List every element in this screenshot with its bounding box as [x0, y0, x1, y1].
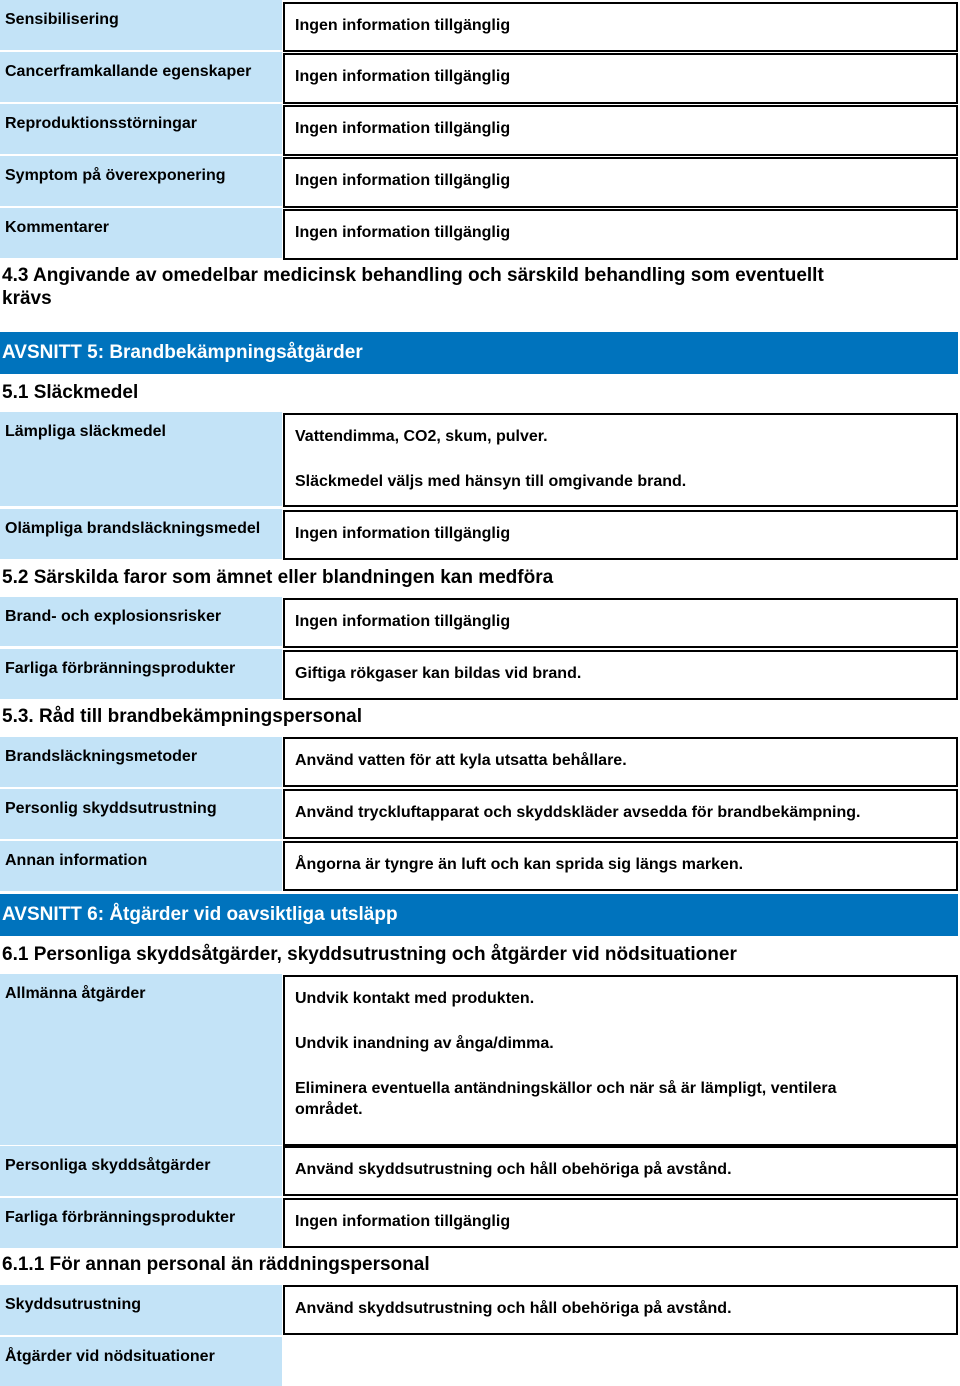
- row-label-annan-info: Annan information: [0, 841, 282, 891]
- row-value-farliga-2: Ingen information tillgänglig: [283, 1198, 958, 1248]
- row-label-brand-explosion: Brand- och explosionsrisker: [0, 597, 282, 646]
- row-value-skyddsutrustning: Använd skyddsutrustning och håll obehöriga på avstånd.: [283, 1285, 958, 1335]
- row-label-cancer: Cancerframkallande egenskaper: [0, 52, 282, 102]
- subheading-5-1: 5.1 Släckmedel: [2, 382, 139, 403]
- row-value-cancer: Ingen information tillgänglig: [283, 53, 958, 104]
- row-label-personlig-skydd: Personlig skyddsutrustning: [0, 789, 282, 839]
- row-value-annan-info: Ångorna är tyngre än luft och kan sprida sig längs marken.: [283, 841, 958, 891]
- subheading-4-3: 4.3 Angivande av omedelbar medicinsk behandling och särskild behandling som eventuellt krävs: [2, 265, 824, 309]
- row-label-skyddsutrustning: Skyddsutrustning: [0, 1285, 282, 1335]
- row-label-atgarder-nod: Åtgärder vid nödsituationer: [0, 1337, 282, 1386]
- row-label-kommentarer: Kommentarer: [0, 208, 282, 258]
- row-label-sensibilisering: Sensibilisering: [0, 0, 282, 50]
- row-label-farliga-1: Farliga förbränningsprodukter: [0, 649, 282, 699]
- row-label-symptom: Symptom på överexponering: [0, 156, 282, 206]
- row-label-reproduktion: Reproduktionsstörningar: [0, 104, 282, 154]
- row-value-symptom: Ingen information tillgänglig: [283, 157, 958, 208]
- row-label-allmanna: Allmänna åtgärder: [0, 974, 282, 1145]
- row-label-farliga-2: Farliga förbränningsprodukter: [0, 1198, 282, 1248]
- row-value-allmanna: [283, 975, 958, 1146]
- subheading-5-2: 5.2 Särskilda faror som ämnet eller blandningen kan medföra: [2, 567, 554, 588]
- lampliga-value-1: Vattendimma, CO2, skum, pulver.: [295, 428, 548, 445]
- row-label-lampliga: Lämpliga släckmedel: [0, 412, 282, 506]
- row-label-brandslackningsmetoder: Brandsläckningsmetoder: [0, 737, 282, 787]
- row-label-personliga-skydd: Personliga skyddsåtgärder: [0, 1146, 282, 1196]
- allmanna-value-1: Undvik kontakt med produkten.: [295, 990, 535, 1007]
- row-value-personlig-skydd: Använd tryckluftapparat och skyddskläder avsedda för brandbekämpning.: [283, 789, 958, 839]
- lampliga-value-2: Släckmedel väljs med hänsyn till omgivande brand.: [295, 473, 687, 490]
- row-value-brandslackningsmetoder: Använd vatten för att kyla utsatta behållare.: [283, 737, 958, 787]
- section-header-6: AVSNITT 6: Åtgärder vid oavsiktliga utsläpp: [0, 894, 958, 936]
- allmanna-value-2: Undvik inandning av ånga/dimma.: [295, 1035, 554, 1052]
- subheading-5-3: 5.3. Råd till brandbekämpningspersonal: [2, 706, 363, 727]
- subheading-6-1-1: 6.1.1 För annan personal än räddningspersonal: [2, 1254, 430, 1275]
- row-value-kommentarer: Ingen information tillgänglig: [283, 209, 958, 260]
- allmanna-value-3: Eliminera eventuella antändningskällor och när så är lämpligt, ventilera området.: [295, 1080, 837, 1118]
- row-value-brand-explosion: Ingen information tillgänglig: [283, 598, 958, 648]
- row-value-lampliga: [283, 413, 958, 507]
- row-value-personliga-skydd: Använd skyddsutrustning och håll obehöriga på avstånd.: [283, 1146, 958, 1196]
- subheading-6-1: 6.1 Personliga skyddsåtgärder, skyddsutrustning och åtgärder vid nödsituationer: [2, 944, 737, 965]
- row-label-olampliga: Olämpliga brandsläckningsmedel: [0, 509, 282, 559]
- row-value-reproduktion: Ingen information tillgänglig: [283, 105, 958, 156]
- row-value-olampliga: Ingen information tillgänglig: [283, 510, 958, 560]
- section-header-5: AVSNITT 5: Brandbekämpningsåtgärder: [0, 332, 958, 374]
- row-value-sensibilisering: Ingen information tillgänglig: [283, 2, 958, 52]
- row-value-farliga-1: Giftiga rökgaser kan bildas vid brand.: [283, 650, 958, 700]
